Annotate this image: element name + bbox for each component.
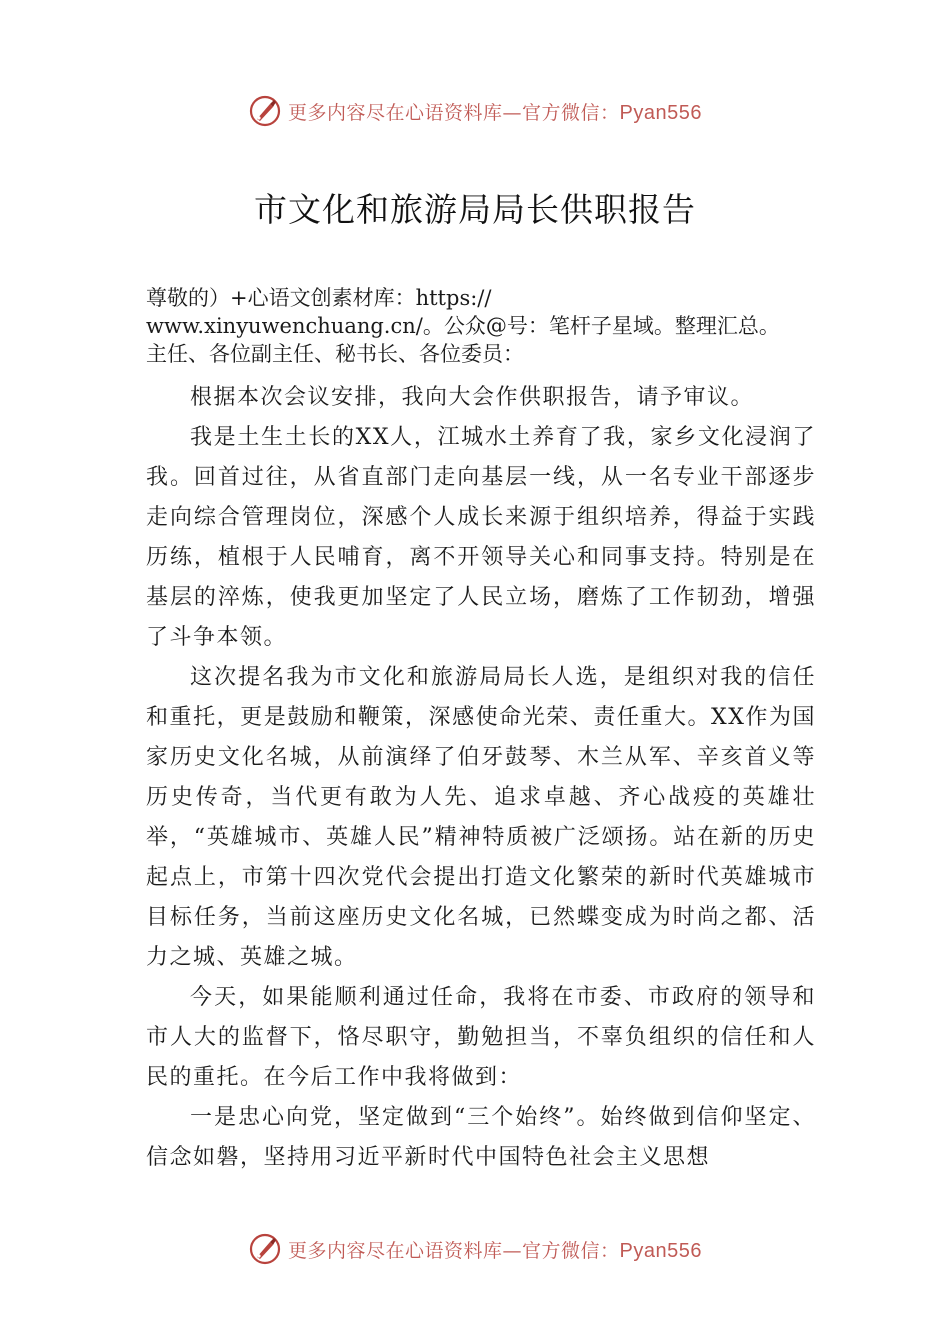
header-line: 尊敬的）+心语文创素材库：https:// xyxy=(146,286,492,310)
paragraph: 这次提名我为市文化和旅游局局长人选，是组织对我的信任和重托，更是鼓励和鞭策，深感使命光荣、责任重大。XX作为国家历史文化名城，从前演绎了伯牙鼓琴、木兰从军、辛亥首义等历史传奇，当代更有敢为人先、追求卓越、齐心战疫的英雄壮举，“英雄城市、英雄人民”精神特质被广泛颂扬。站在新的历史起点上，市第十四次党代会提出打造文化繁荣的新时代英雄城市目标任务，当前这座历史文化名城，已然蝶变成为时尚之都、活力之城、英雄之城。 xyxy=(146,665,816,970)
paragraph: 一是忠心向党，坚定做到“三个始终”。始终做到信仰坚定、信念如磐，坚持用习近平新时代中国特色社会主义思想 xyxy=(146,1105,816,1170)
pen-logo-icon xyxy=(248,94,282,128)
paragraph: 今天，如果能顺利通过任命，我将在市委、市政府的领导和市人大的监督下，恪尽职守，勤勉担当，不辜负组织的信任和人民的重托。在今后工作中我将做到： xyxy=(146,985,816,1090)
salutation-block xyxy=(146,284,876,368)
watermark-text: 更多内容尽在心语资料库—官方微信：Pyan556 xyxy=(288,1239,702,1262)
header-line: 主任、各位副主任、秘书长、各位委员： xyxy=(146,342,524,366)
wechat-id: Pyan556 xyxy=(619,101,702,124)
paragraph: 根据本次会议安排，我向大会作供职报告，请予审议。 xyxy=(190,385,755,410)
watermark-banner-bottom xyxy=(0,1232,950,1266)
document-body xyxy=(146,378,816,1178)
watermark-banner-top xyxy=(0,94,950,128)
wechat-id: Pyan556 xyxy=(619,1239,702,1262)
paragraph: 我是土生土长的XX人，江城水土养育了我，家乡文化浸润了我。回首过往，从省直部门走向基层一线，从一名专业干部逐步走向综合管理岗位，深感个人成长来源于组织培养，得益于实践历练，植根于人民哺育，离不开领导关心和同事支持。特别是在基层的淬炼，使我更加坚定了人民立场，磨炼了工作韧劲，增强了斗争本领。 xyxy=(146,425,816,650)
pen-logo-icon xyxy=(248,1232,282,1266)
document-title: 市文化和旅游局局长供职报告 xyxy=(254,190,696,229)
watermark-text: 更多内容尽在心语资料库—官方微信：Pyan556 xyxy=(288,101,702,124)
header-line: www.xinyuwenchuang.cn/。公众@号：笔杆子星域。整理汇总。 xyxy=(146,314,780,338)
